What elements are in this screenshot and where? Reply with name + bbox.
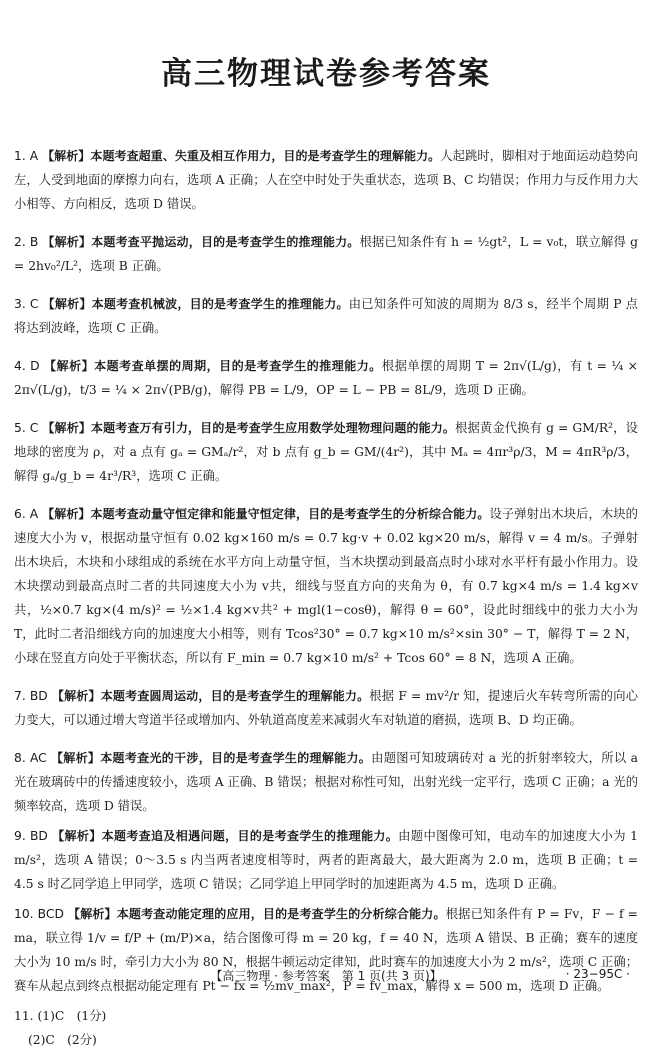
analysis-tag: 【解析】 (42, 507, 91, 521)
answer-item-1 (14, 144, 638, 216)
answer-number: 7. BD (14, 689, 48, 703)
analysis-lead: 本题考查动能定理的应用，目的是考查学生的分析综合能力。 (116, 907, 446, 921)
answer-number: 1. A (14, 149, 39, 163)
analysis-tag: 【解析】 (44, 359, 95, 373)
analysis-lead: 本题考查动量守恒定律和能量守恒定律，目的是考查学生的分析综合能力。 (90, 507, 490, 521)
answer-item-3 (14, 292, 638, 340)
analysis-body: 根据单摆的周期 T = 2π√(L/g)，有 t = ¼ × 2π√(L/g)，t/3 = ¼ × 2π√(PB/g)，解得 PB = L/9，OP = L − PB = 8L/9，选项 D 正确。 (14, 359, 638, 397)
answer-item-11 (14, 1004, 638, 1052)
analysis-tag: 【解析】 (42, 235, 92, 249)
answer-item-2 (14, 230, 638, 278)
analysis-body: 由题图可知玻璃砖对 a 光的折射率较大，所以 a 光在玻璃砖中的传播速度较小，选项 A 正确、B 错误；根据对称性可知，出射光线一定平行，选项 C 正确；a 光的频率较高，选项 D 错误。 (14, 751, 638, 813)
answer-number: 4. D (14, 359, 40, 373)
analysis-lead: 本题考查超重、失重及相互作用力，目的是考查学生的理解能力。 (90, 149, 441, 163)
analysis-body: 根据已知条件有 h = ½gt²，L = v₀t，联立解得 g = 2hv₀²/L²，选项 B 正确。 (14, 235, 638, 273)
analysis-body: 由题中图像可知，电动车的加速度大小为 1 m/s²，选项 A 错误；0～3.5 s 内当两者速度相等时，两者的距离最大，最大距离为 2.0 m，选项 B 正确；t = 4.5 s 时乙同学追上甲同学，选项 C 错误；乙同学追上甲同学时的加速距离为 4.5 m，选项 D 正确。 (14, 829, 638, 891)
analysis-tag: 【解析】 (42, 421, 91, 435)
footer-page-info: 【高三物理 · 参考答案 第 1 页(共 3 页)】 (210, 969, 442, 983)
answer-item-4 (14, 354, 638, 402)
analysis-tag: 【解析】 (42, 297, 92, 311)
answer-11-part-2: (2)C (2分) (28, 1033, 97, 1047)
analysis-body: 人起跳时，脚相对于地面运动趋势向左，人受到地面的摩擦力向右，选项 A 正确；人在空中时处于失重状态，选项 B、C 均错误；作用力与反作用力大小相等、方向相反，选项 D 错误。 (14, 149, 638, 211)
answer-item-9 (14, 824, 638, 896)
answer-number: 9. BD (14, 829, 48, 843)
analysis-tag: 【解析】 (68, 907, 117, 921)
answer-item-7 (14, 684, 638, 732)
analysis-lead: 本题考查平抛运动，目的是考查学生的推理能力。 (91, 235, 360, 249)
answer-number: 10. BCD (14, 907, 64, 921)
answer-item-6 (14, 502, 638, 670)
analysis-tag: 【解析】 (52, 829, 102, 843)
analysis-body: 根据已知条件有 P = Fv，F − f = ma，联立得 1/v = f/P + (m/P)×a，结合图像可得 m = 20 kg，f = 40 N，选项 A 错误、B 正确；赛车的速度大小为 10 m/s 时，牵引力大小为 80 N，根据牛顿运动定律知，此时赛车的加速度大小为 2 m/s²，选项 C 正确；赛车从起点到终点根据动能定理有 Pt − fx = ½mv_max²，P = fv_max，解得 x = 500 m，选项 D 正确。 (14, 907, 638, 993)
page-footer (0, 967, 652, 991)
footer-exam-code: · 23−95C · (565, 967, 630, 981)
analysis-lead: 本题考查光的干涉，目的是考查学生的理解能力。 (100, 751, 372, 765)
analysis-lead: 本题考查追及相遇问题，目的是考查学生的推理能力。 (101, 829, 399, 843)
analysis-tag: 【解析】 (50, 751, 101, 765)
analysis-lead: 本题考查万有引力，目的是考查学生应用数学处理物理问题的能力。 (90, 421, 456, 435)
analysis-lead: 本题考查机械波，目的是考查学生的推理能力。 (91, 297, 349, 311)
answer-number: 8. AC (14, 751, 47, 765)
answer-11-part-1: 11. (1)C (1分) (14, 1009, 107, 1023)
answer-item-5 (14, 416, 638, 488)
answer-list (14, 144, 638, 1052)
answer-number: 3. C (14, 297, 39, 311)
page-title: 高三物理试卷参考答案 (161, 56, 491, 92)
analysis-lead: 本题考查单摆的周期，目的是考查学生的推理能力。 (94, 359, 382, 373)
analysis-body: 由已知条件可知波的周期为 8/3 s，经半个周期 P 点将达到波峰，选项 C 正确。 (14, 297, 638, 335)
analysis-body: 根据黄金代换有 g = GM/R²，设地球的密度为 ρ，对 a 点有 gₐ = GMₐ/r²，对 b 点有 g_b = GM/(4r²)，其中 Mₐ = 4πr³ρ/3，M = 4πR³ρ/3，解得 gₐ/g_b = 4r³/R³，选项 C 正确。 (14, 421, 638, 483)
answer-item-8 (14, 746, 638, 818)
answer-number: 2. B (14, 235, 39, 249)
analysis-body: 根据 F = mv²/r 知，提速后火车转弯所需的向心力变大，可以通过增大弯道半径或增加内、外轨道高度差来减弱火车对轨道的磨损，选项 B、D 均正确。 (14, 689, 638, 727)
analysis-tag: 【解析】 (51, 689, 101, 703)
analysis-body: 设子弹射出木块后，木块的速度大小为 v，根据动量守恒有 0.02 kg×160 m/s = 0.7 kg·v + 0.02 kg×20 m/s，解得 v = 4 m/s。子弹射出木块后，木块和小球组成的系统在水平方向上动量守恒，当木块摆动到最高点时小球对水平杆有最小作用力。设木块摆动到最高点时二者的共同速度大小为 v共，细线与竖直方向的夹角为 θ，有 0.7 kg×4 m/s = 1.4 kg×v共，½×0.7 kg×(4 m/s)² = ½×1.4 kg×v共² + mgl(1−cosθ)，解得 θ = 60°，设此时细线中的张力大小为 T，此时二者沿细线方向的加速度大小相等，则有 Tcos²30° = 0.7 kg×10 m/s²×sin 30° − T，解得 T = 2 N，小球在竖直方向处于平衡状态，所以有 F_min = 0.7 kg×10 m/s² + Tcos 60° = 8 N，选项 A 正确。 (14, 507, 638, 665)
answer-number: 6. A (14, 507, 39, 521)
answer-number: 5. C (14, 421, 39, 435)
analysis-tag: 【解析】 (42, 149, 91, 163)
analysis-lead: 本题考查圆周运动，目的是考查学生的理解能力。 (100, 689, 370, 703)
